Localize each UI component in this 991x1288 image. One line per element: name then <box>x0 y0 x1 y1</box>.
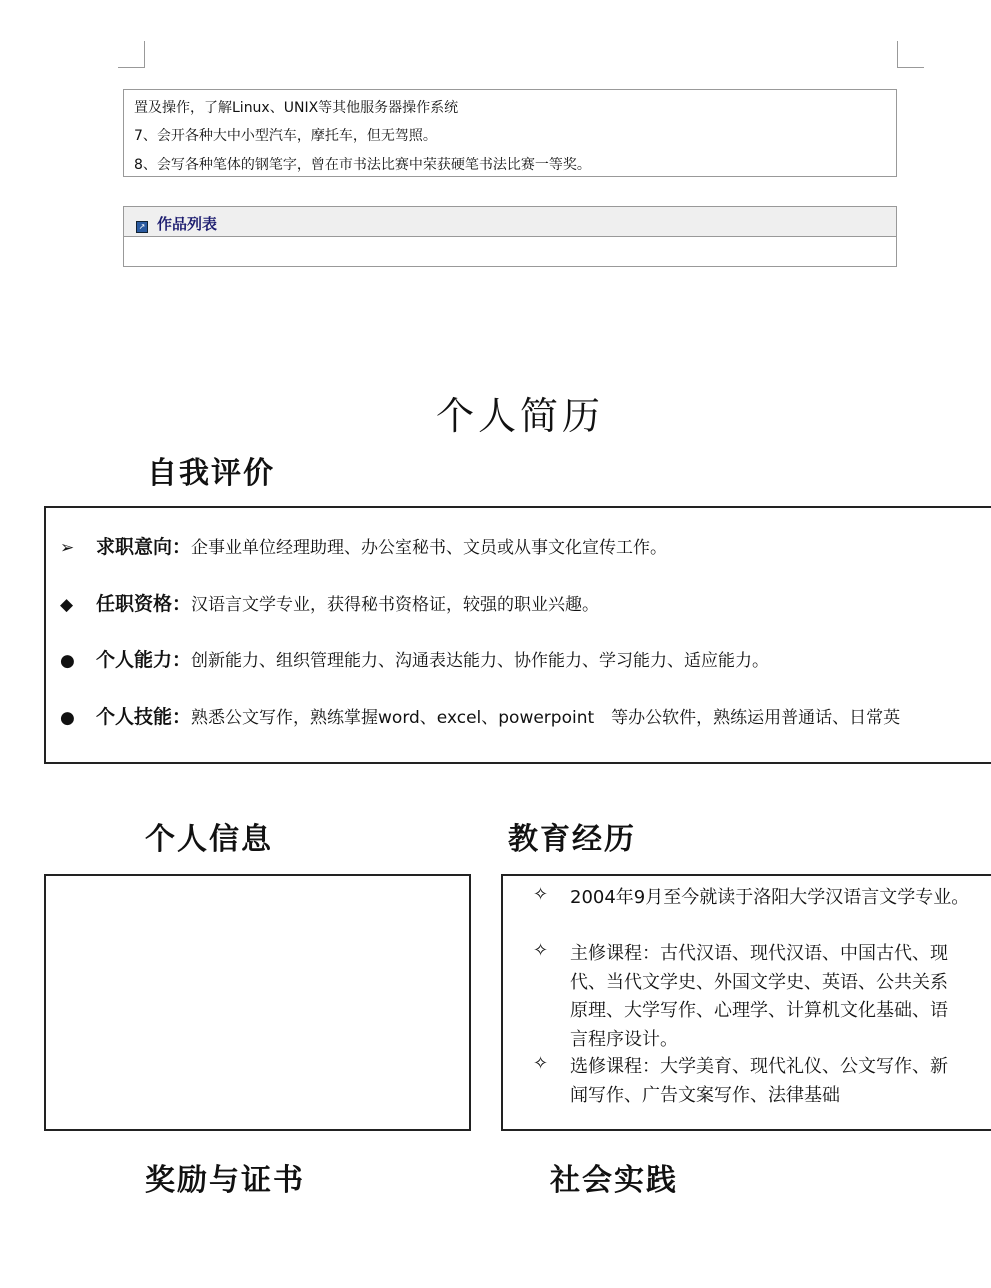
eval-text: 汉语言文学专业，获得秘书资格证，较强的职业兴趣。 <box>191 595 600 615</box>
arrow-bullet-icon: ➢ <box>60 538 75 558</box>
skills-line: 置及操作，了解Linux、UNIX等其他服务器操作系统 <box>134 100 459 116</box>
education-line: 主修课程：古代汉语、现代汉语、中国古代、现 <box>570 943 948 964</box>
eval-item <box>60 702 900 729</box>
page-corner-mark <box>118 41 145 68</box>
self-eval-box <box>44 506 991 764</box>
education-line: 原理、大学写作、心理学、计算机文化基础、语 <box>570 1000 948 1021</box>
works-list-panel <box>123 206 897 267</box>
education-box <box>501 874 991 1131</box>
education-line: 2004年9月至今就读于洛阳大学汉语言文学专业。 <box>570 887 970 908</box>
eval-text: 创新能力、组织管理能力、沟通表达能力、协作能力、学习能力、适应能力。 <box>191 651 770 671</box>
star-bullet-icon: ✧ <box>533 884 549 905</box>
dot-bullet-icon: ● <box>60 708 75 728</box>
education-line: 代、当代文学史、外国文学史、英语、公共关系 <box>570 971 948 993</box>
education-line: 选修课程：大学美育、现代礼仪、公文写作、新 <box>570 1056 948 1077</box>
expand-icon[interactable]: ↗ <box>136 221 148 233</box>
page-corner-mark <box>897 41 924 68</box>
skills-box <box>123 89 897 177</box>
works-list-title: 作品列表 <box>157 215 218 233</box>
eval-label: 个人技能： <box>96 706 192 728</box>
self-eval-heading: 自我评价 <box>147 456 275 491</box>
personal-info-heading: 个人信息 <box>145 822 273 857</box>
star-bullet-icon: ✧ <box>533 1053 549 1074</box>
star-bullet-icon: ✧ <box>533 940 549 961</box>
works-list-header[interactable] <box>124 207 896 237</box>
skills-line: 7、会开各种大中小型汽车，摩托车，但无驾照。 <box>134 128 437 144</box>
awards-heading: 奖励与证书 <box>145 1163 305 1198</box>
education-line: 言程序设计。 <box>570 1028 678 1050</box>
eval-item <box>60 532 667 559</box>
eval-item <box>60 645 769 672</box>
personal-info-box <box>44 874 471 1131</box>
resume-title: 个人简历 <box>435 394 604 438</box>
diamond-bullet-icon: ◆ <box>60 595 74 615</box>
eval-text: 熟悉公文写作，熟练掌握word、excel、powerpoint 等办公软件，熟练运用普通话、日常英 <box>191 708 901 728</box>
skills-line: 8、会写各种笔体的钢笔字，曾在市书法比赛中荣获硬笔书法比赛一等奖。 <box>134 157 591 173</box>
eval-label: 任职资格： <box>96 593 192 615</box>
eval-text: 企事业单位经理助理、办公室秘书、文员或从事文化宣传工作。 <box>191 538 668 558</box>
education-heading: 教育经历 <box>508 822 636 857</box>
eval-item <box>60 589 599 616</box>
eval-label: 个人能力： <box>96 649 192 671</box>
education-line: 闻写作、广告文案写作、法律基础 <box>570 1084 840 1106</box>
eval-label: 求职意向： <box>96 536 192 558</box>
social-practice-heading: 社会实践 <box>550 1163 678 1198</box>
dot-bullet-icon: ● <box>60 651 75 671</box>
